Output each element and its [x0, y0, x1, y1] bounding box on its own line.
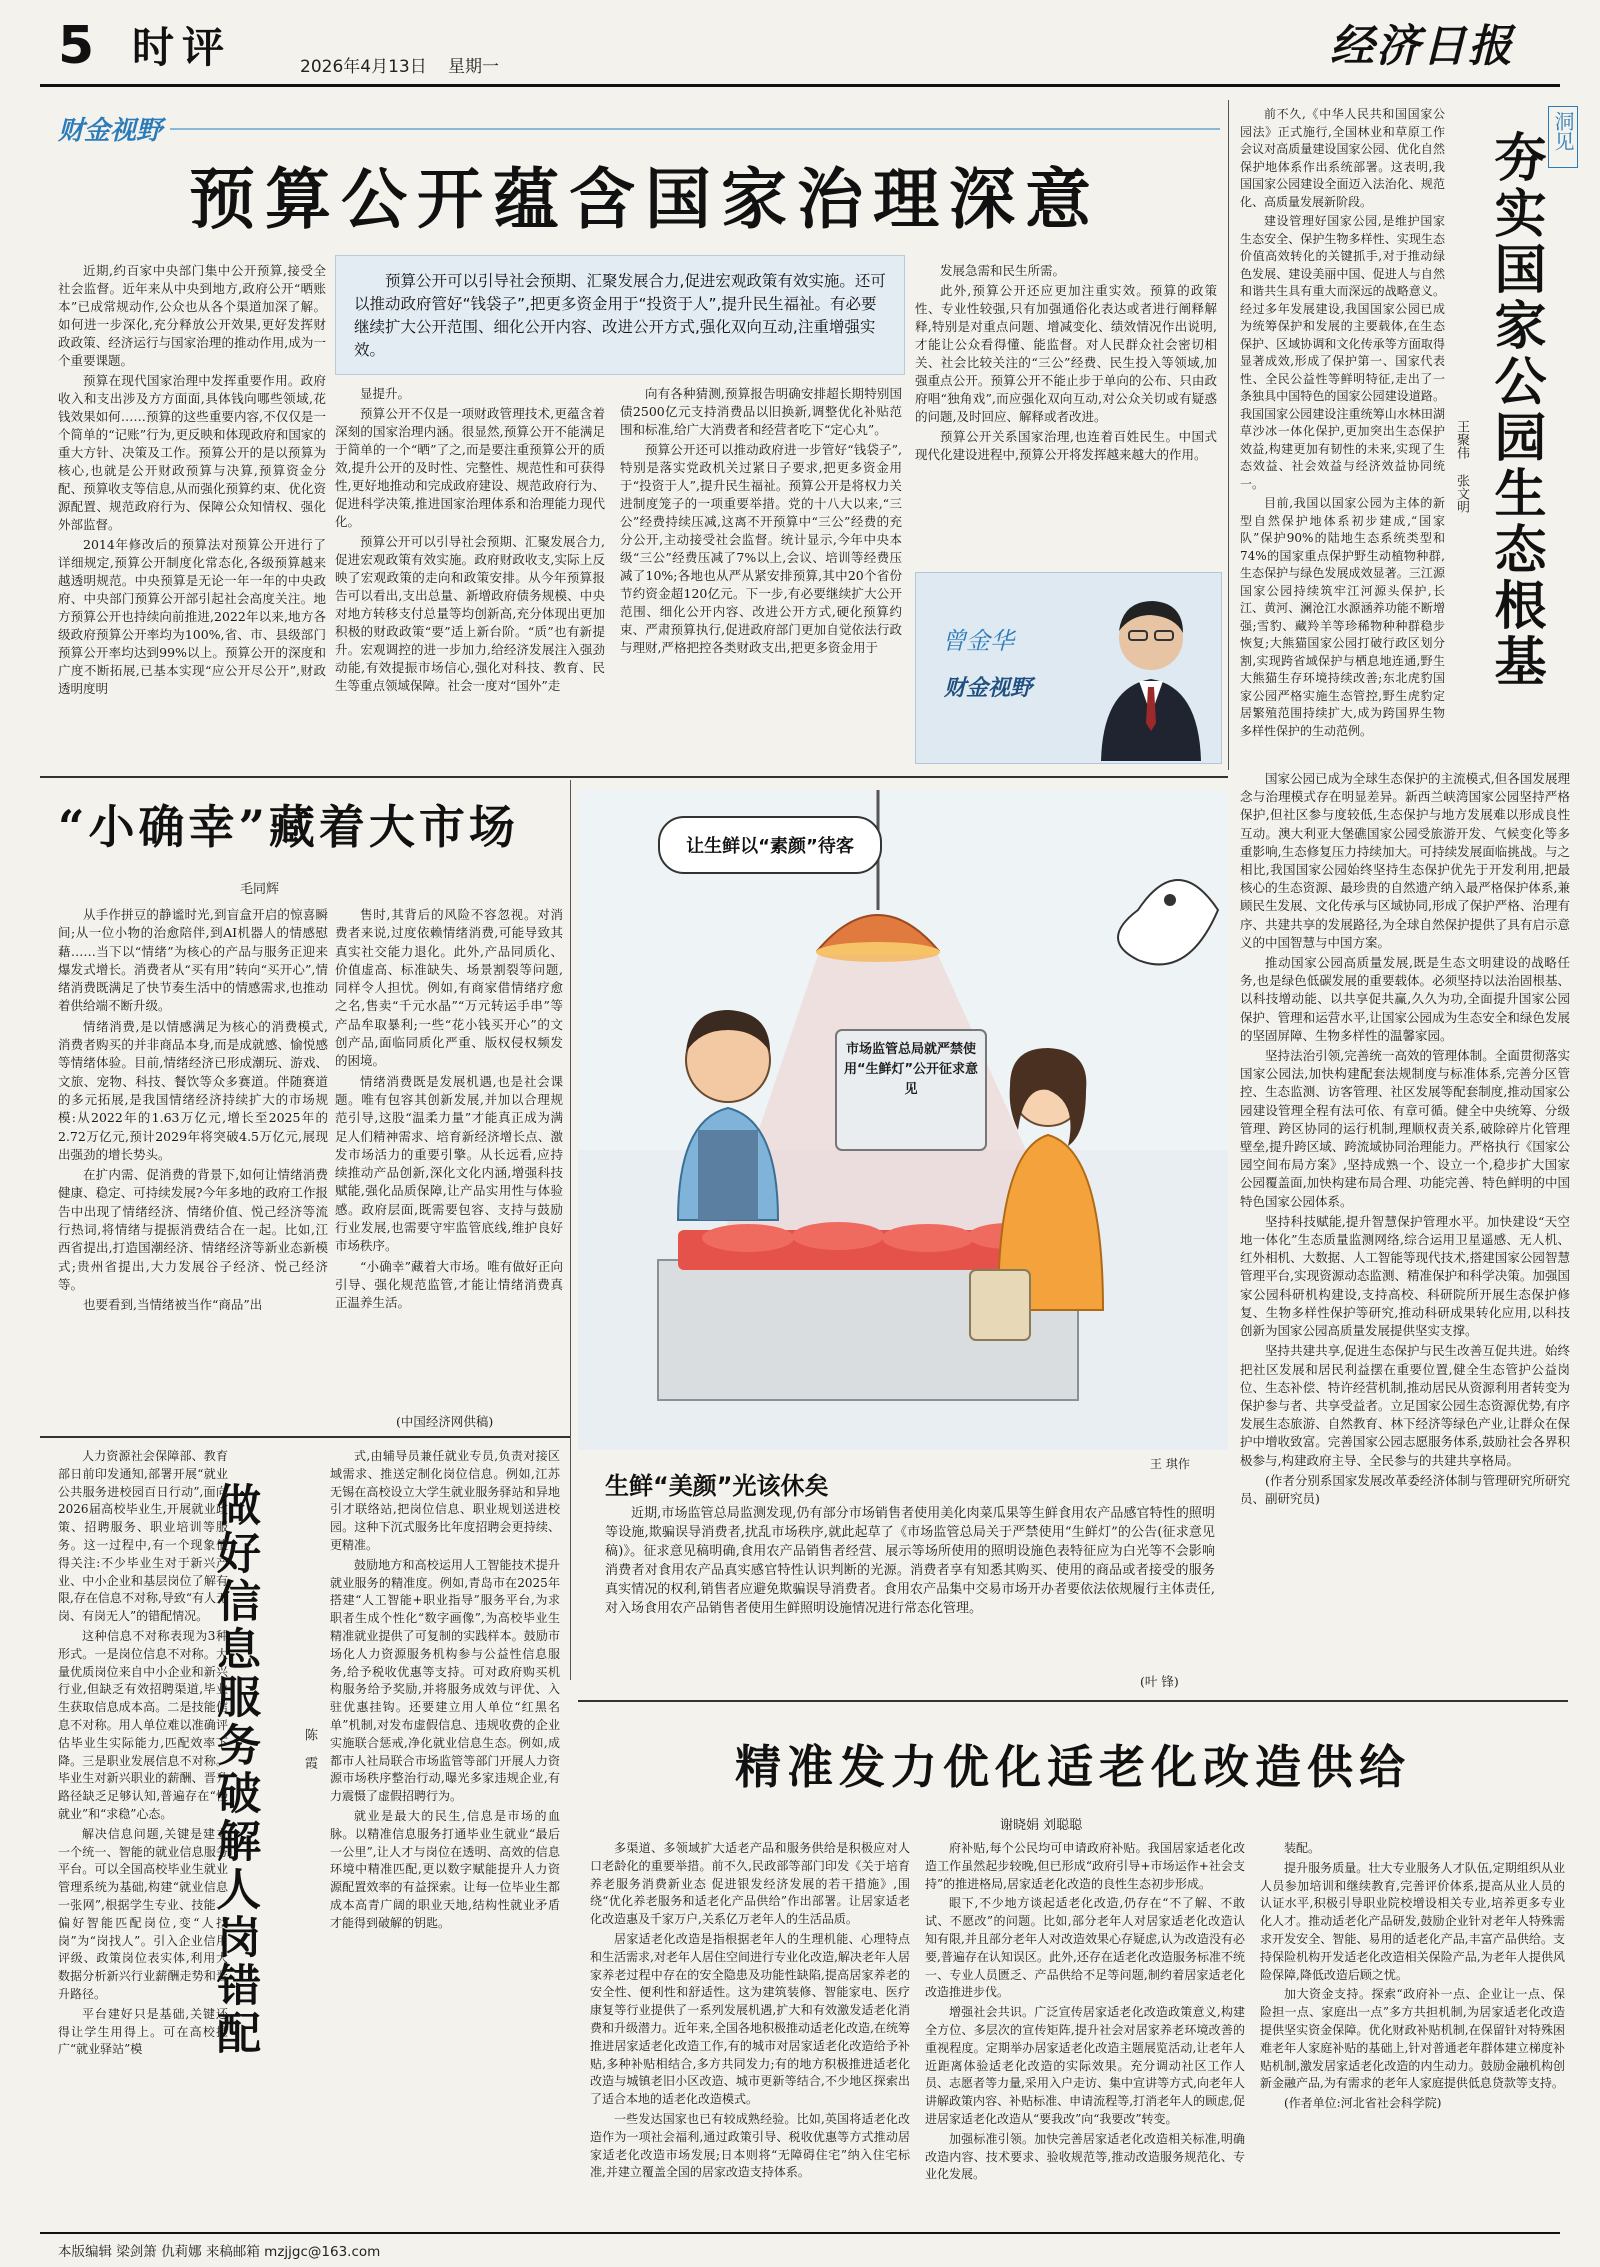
issue-date: 2026年4月13日 — [300, 57, 427, 77]
pullquote-text: 预算公开可以引导社会预期、汇聚发展合力,促进宏观政策有效实施。还可以推动政府管好“钱袋子”,把更多资金用于“投资于人”,提升民生福祉。有必要继续扩大公开范围、细化公开内容、改进公开方式,强化双向互动,注重增强实效。 — [354, 272, 886, 359]
illustration-caption-author: (叶 锋) — [1140, 1674, 1179, 1689]
lead-body-col4: 发展急需和民生所需。 此外,预算公开还应更加注重实效。预算的政策性、专业性较强,只有加强通俗化表达或者进行阐释解释,特别是对重点问题、增减变化、绩效情况作出说明,才能让公众看得懂、能监督。对人民群众社会密切相关、社会比较关注的“三公”经费、民生投入等领域,加强重点公开。预算公开不能止步于单向的公布、只由政府唱“独角戏”,而应强化双向互动,对公众关切或有疑惑的问题,及时回应、解释或者改进。 预算公开关系国家治理,也连着百姓民生。中国式现代化建设进程中,预算公开将发挥越来越大的作用。 — [915, 263, 1217, 462]
elderly-body-col3: 装配。 提升服务质量。壮大专业服务人才队伍,定期组织从业人员参加培训和继续教育,完善评价体系,提高从业人员的认证水平,积极引导职业院校增设相关专业,培养更多专业化人才。推动适老化产品研发,鼓励企业针对老年人特殊需求开发安全、智能、易用的适老化产品,丰富产品供给。支持保险机构开发适老化改造相关保险产品,为老年人提供风险保障,降低改造后顾之忧。 加大资金支持。探索“政府补一点、企业让一点、保险担一点、家庭出一点”多方共担机制,为居家适老化改造提供坚实资金保障。优化财政补贴机制,在保留针对特殊困难老年人家庭补贴的基础上,针对普通老年群体建立梯度补贴机制,激发居家适老化改造的内生动力。鼓励金融机构创新金融产品,为有需求的老年人家庭提供低息贷款等支持。 (作者单位:河北省社会科学院) — [1260, 1841, 1565, 2111]
lead-body-col1: 近期,约百家中央部门集中公开预算,接受全社会监督。近年来从中央到地方,政府公开“晒账本”已成常规动作,公众也从各个渠道加深了解。如何进一步深化,充分释放公开效果,更好发挥财政政策、经济运行与国家治理的推动作用,成为一个重要课题。 预算在现代国家治理中发挥重要作用。政府收入和支出涉及方方面面,具体钱向哪些领域,花钱效果如何……预算的这些重要内容,不仅仅是一个简单的“记账”行为,更反映和体现政府和国家的重大方针、决策及工作。预算公开的是以预算为核心,也就是公开财政预算与决算,预算资金分配、预算收支等信息,从而强化预算约束、优化资源配置、规范政府行为、保障公众知情权、强化外部监督。 2014年修改后的预算法对预算公开进行了详细规定,预算公开制度化常态化,各级预算越来越透明规范。中央预算是无论一年一年的中央政府、中央部门预算公开部引起社会高度关注。地方预算公开也持续向前推进,2022年以来,地方各级政府预算公开率均为100%,省、市、县级部门预算公开率均达到99%以上。预算公开的深度和广度不断拓展,已基本实现“应公开尽公开”,财政透明度明 — [58, 263, 326, 696]
author-badge-column: 财金视野 — [944, 676, 1033, 701]
elderly-body-col1: 多渠道、多领域扩大适老产品和服务供给是积极应对人口老龄化的重要举措。前不久,民政部等部门印发《关于培育养老服务消费新业态 促进银发经济发展的若干措施》,围绕“优化养老服务和适老化产品供给”作出部署。让居家适老化改造惠及千家万户,关系亿万老年人的生活品质。 居家适老化改造是指根据老年人的生理机能、心理特点和生活需求,对老年人居住空间进行专业化改造,解决老年人居家养老过程中存在的安全隐患及功能性缺陷,提高居家养老的安全性、便利性和舒适性。这为建筑装修、智能家电、医疗康复等行业提供了一系列发展机遇,扩大和有效激发适老化消费和升级潜力。近年来,全国各地积极推动适老化改造,在统筹推进居家适老化改造工作,有的城市对居家适老化改造给予补贴,多种补贴相结合,多方共同发力;有的地方积极推进适老化改造与城镇老旧小区改造、城市更新等结合,不少地区探索出了适合本地的适老化改造模式。 一些发达国家也已有较成熟经验。比如,英国将适老化改造作为一项社会福利,通过政策引导、税收优惠等方式推动居家适老化改造市场发展;日本则将“无障碍住宅”纳入住宅标准,并建立覆盖全国的居家改造支持体系。 — [590, 1841, 910, 2180]
park-column-tag: 洞见 — [1548, 106, 1578, 168]
newspaper-logo: 经济日报 — [1330, 21, 1514, 72]
speech-bubble: 让生鲜以“素颜”待客 — [658, 816, 882, 874]
park-body-top: 前不久,《中华人民共和国国家公园法》正式施行,全国林业和草原工作会议对高质量建设国家公园、优化自然保护地体系作出系统部署。这表明,我国国家公园建设全面迈入法治化、规范化、高质量发展新阶段。 建设管理好国家公园,是维护国家生态安全、保护生物多样性、实现生态价值高效转化的关键抓手,对于推动绿色发展、建设美丽中国、促进人与自然和谐共生具有重大而深远的战略意义。经过多年发展建设,我国国家公园已成为统筹保护和发展的主要载体,在生态保护、区域协调和文化传承等方面取得显著成效,形成了保护第一、国家代表性、全民公益性等鲜明特征,走出了一条独具中国特色的国家公园建设道路。我国国家公园建设注重统筹山水林田湖草沙冰一体化保护,更加突出生态保护效益,构建更加有韧性的未来,实现了生态效益、社会效益与经济效益协同统一。 目前,我国以国家公园为主体的新型自然保护地体系初步建成,“国家队”保护90%的陆地生态系统类型和74%的国家重点保护野生动植物种群,生态保护与绿色发展成效显著。三江源国家公园持续筑牢江河源头保护,长江、黄河、澜沧江水源涵养功能不断增强;雪豹、藏羚羊等珍稀物种种群稳步恢复;大熊猫国家公园打破行政区划分割,实现跨省域保护与栖息地连通,野生大熊猫生存环境持续改善;东北虎豹国家公园严格实施生态管控,野生虎豹定居繁殖范围持续扩大,成为跨国界生物多样性保护的生动范例。 — [1240, 107, 1445, 738]
notice-sign-text: 市场监管总局就严禁使用“生鲜灯”公开征求意见 — [843, 1042, 979, 1097]
section-rule-2 — [40, 1436, 570, 1438]
section-rule-3 — [578, 1700, 1568, 1702]
emp-body-col2: 式,由辅导员兼任就业专员,负责对接区域需求、推送定制化岗位信息。例如,江苏无锡在高校设立大学生就业服务驿站和异地引才联络站,把岗位信息、职业规划送进校园。这种下沉式服务比年度招聘会更持续、更精准。 鼓励地方和高校运用人工智能技术提升就业服务的精准度。例如,青岛市在2025年搭建“人工智能+职业指导”服务平台,为求职者生成个性化“数字画像”,为高校毕业生精准就业提供了可复制的实践样本。鼓励市场化人力资源服务机构参与公益性信息服务,给予税收优惠等支持。可对政府购买机构服务给予奖励,并将服务成效与评优、入驻优惠挂钩。还要建立用人单位“红黑名单”机制,对发布虚假信息、违规收费的企业实施联合惩戒,净化就业信息生态。例如,成都市人社局联合市场监管等部门开展人力资源市场秩序整治行动,曝光多家违规企业,有力震慑了虚假招聘行为。 就业是最大的民生,信息是市场的血脉。以精准信息服务打通毕业生就业“最后一公里”,让人才与岗位在透明、高效的信息环境中精准匹配,更以数字赋能提升人力资源配置效率的有益探索。让每一位毕业生都成本高青广阔的职业天地,结构性就业矛盾才能得到破解的钥匙。 — [330, 1449, 560, 1930]
footer-editors: 本版编辑 梁剑箫 仇莉娜 来稿邮箱 mzjjgc@163.com — [58, 2244, 381, 2260]
illustration-cartoon — [578, 790, 1228, 1450]
footer-rule — [40, 2232, 1560, 2234]
column-tag-rule — [170, 128, 1220, 130]
illustration-artist: 王 琪作 — [1150, 1457, 1190, 1471]
elderly-body-col2: 府补贴,每个公民均可申请政府补贴。我国居家适老化改造工作虽然起步较晚,但已形成“政府引导+市场运作+社会支持”的推进格局,居家适老化改造的良性生态初步形成。 眼下,不少地方谈起适老化改造,仍存在“不了解、不敢试、不愿改”的问题。比如,部分老年人对居家适老化改造认知有限,并且部分老年人对改造效果心存疑虑,认为改造没有必要,普遍存在认知误区。此外,还存在适老化改造服务标准不统一、专业人员匮乏、产品供给不足等问题,制约着居家适老化改造推进步伐。 增强社会共识。广泛宣传居家适老化改造政策意义,构建全方位、多层次的宣传矩阵,提升社会对居家养老环境改善的重视程度。定期举办居家适老化改造主题展览活动,让老年人近距离体验适老化改造的实际效果。充分调动社区工作人员、志愿者等力量,采用入户走访、集中宣讲等方式,向老年人讲解政策内容、补贴标准、申请流程等,打消老年人的顾虑,促进居家适老化改造从“要我改”向“我要改”转变。 加强标准引领。加快完善居家适老化改造相关标准,明确改造内容、技术要求、验收规范等,推动改造服务规范化、专业化发展。 — [925, 1841, 1245, 2182]
masthead-rule — [40, 84, 1560, 87]
lead-body-col3: 向有各种猜测,预算报告明确安排超长期特别国债2500亿元支持消费品以旧换新,调整优化补贴范围和标准,给广大消费者和经营者吃下“定心丸”。 预算公开还可以推动政府进一步管好“钱袋子”,特别是落实党政机关过紧日子要求,把更多资金用于“投资于人”,提升民生福祉。预算公开是将权力关进制度笼子的一项重要举措。党的十八大以来,“三公”经费持续压减,这离不开预算中“三公”经费的充分公开,主动接受社会监督。统计显示,今年中央本级“三公”经费压减了7%以上,会议、培训等经费压减了10%;各地也从严从紧安排预算,其中20个省份节约资金超120亿元。下一步,有必要继续扩大公开范围、细化公开内容、改进公开方式,硬化预算约束、严肃预算执行,促进政府部门更加自觉依法行政与理财,严格把控各类财政支出,把更多资金用于 — [620, 386, 902, 655]
emp-author: 陈 霞 — [302, 1728, 317, 1769]
park-headline: 夯实国家公园生态根基 — [1485, 130, 1545, 690]
column-tag: 财金视野 — [58, 116, 163, 146]
lead-divider — [1228, 100, 1229, 770]
xqx-body-col1: 从手作拼豆的静谧时光,到盲盒开启的惊喜瞬间;从一位小物的治愈陪伴,到AI机器人的情感慰藉……当下以“情绪”为核心的产品与服务正迎来爆发式增长。消费者从“买有用”转向“买开心”,情绪消费既满足了快节奏生活中的情感需求,也推动着供给端不断升级。 情绪消费,是以情感满足为核心的消费模式,消费者购买的并非商品本身,而是成就感、愉悦感等情绪体验。目前,情绪经济已形成潮玩、游戏、文旅、宠物、科技、餐饮等众多赛道。伴随赛道的多元拓展,是我国情绪经济持续扩大的市场规模:从2022年的1.63万亿元,增长至2025年的2.72万亿元,预计2029年将突破4.5万亿元,展现出强劲的增长势头。 在扩内需、促消费的背景下,如何让情绪消费健康、稳定、可持续发展?今年多地的政府工作报告中出现了情绪经济、情绪价值、悦己经济等流行热词,将情绪与提振消费结合在一起。比如,江西省提出,打造国潮经济、情绪经济等新业态新模式;贵州省提出,大力发展谷子经济、悦己经济等。 也要看到,当情绪被当作“商品”出 — [58, 907, 328, 1313]
elderly-byline: 谢晓娟 刘聪聪 — [1000, 1818, 1083, 1833]
emp-body-col1: 人力资源社会保障部、教育部日前印发通知,部署开展“就业公共服务进校园百日行动”,面向2026届高校毕业生,开展就业政策、招聘服务、职业培训等服务。这一过程中,有一个现象值得关注:不少毕业生对于新兴产业、中小企业和基层岗位了解有限,存在信息不对称,导致“有人无岗、有岗无人”的错配情况。 这种信息不对称表现为3种形式。一是岗位信息不对称。大量优质岗位来自中小企业和新兴行业,但缺乏有效招聘渠道,毕业生获取信息成本高。二是技能信息不对称。用人单位难以准确评估毕业生实际能力,匹配效率下降。三是职业发展信息不对称。毕业生对新兴职业的薪酬、晋升路径缺乏足够认知,普遍存在“慢就业”和“求稳”心态。 解决信息问题,关键是建立一个统一、智能的就业信息服务平台。可以全国高校毕业生就业管理系统为基础,构建“就业信息一张网”,根据学生专业、技能、偏好智能匹配岗位,变“人找岗”为“岗找人”。引入企业信用评级、政策岗位表实体,利用大数据分析新兴行业薪酬走势和晋升路径。 平台建好只是基础,关键还得让学生用得上。可在高校推广“就业驿站”模 — [58, 1449, 228, 2057]
issue-weekday: 星期一 — [448, 57, 499, 77]
illustration-frame — [578, 790, 1228, 1450]
pullquote-box — [335, 255, 905, 375]
masthead — [0, 0, 1600, 90]
section-name: 时评 — [132, 23, 233, 72]
author-badge-name: 曾金华 — [942, 627, 1014, 655]
xqx-byline: 毛同辉 — [240, 882, 280, 897]
illustration-caption-title: 生鲜“美颜”光该休矣 — [605, 1472, 829, 1500]
lead-headline: 预算公开蕴含国家治理深意 — [189, 161, 1101, 238]
park-body-bottom: 国家公园已成为全球生态保护的主流模式,但各国发展理念与治理模式存在明显差异。新西兰峡湾国家公园坚持严格保护,但社区参与度较低,生态保护与地方发展难以形成良性互动。澳大利亚大堡礁国家公园受旅游开发、气候变化等多重影响,生态修复压力持续加大。可持续发展面临挑战。与之相比,我国国家公园始终坚持生态保护优先于开发利用,把最核心的生态资源、最珍贵的自然遗产纳入最严格保护体系,兼顾民生发展、文化传承与区域协同,形成了保护严格、治理有序、共建共享的发展路径,为全球自然保护提供了具有启示意义的中国智慧与中国方案。 推动国家公园高质量发展,既是生态文明建设的战略任务,也是绿色低碳发展的重要载体。必须坚持以法治固根基、以科技增动能、以共享促共赢,久久为功,全面提升国家公园保护、管理和运营水平,让国家公园成为生态安全和绿色发展的坚固屏障、生物多样性的温馨家园。 坚持法治引领,完善统一高效的管理体制。全面贯彻落实国家公园法,加快构建配套法规制度与标准体系,完善分区管控、生态监测、访客管理、社区发展等配套制度,推动国家公园建设管理全程有法可依、有章可循。健全中央统筹、分级管理、跨区协同的运行机制,理顺权责关系,破除碎片化管理壁垒,提升跨区域、跨流域协同治理能力。严格执行《国家公园空间布局方案》,坚持成熟一个、设立一个,稳步扩大国家公园覆盖面,加快构建布局合理、功能完善、特色鲜明的中国特色国家公园体系。 坚持科技赋能,提升智慧保护管理水平。加快建设“天空地一体化”生态质量监测网络,综合运用卫星遥感、无人机、红外相机、大数据、人工智能等现代技术,搭建国家公园智慧管理平台,实现资源动态监测、精准保护和科学决策。加强国家公园科研机构建设,支持高校、科研院所开展生态保护修复、生物多样性保护等研究,推动科研成果转化应用,以科技创新为国家公园高质量发展提供坚实支撑。 坚持共建共享,促进生态保护与民生改善互促共进。始终把社区发展和居民利益摆在重要位置,健全生态管护公益岗位、生态补偿、特许经营机制,推动居民从资源利用者转变为保护参与者、共享受益者。立足国家公园生态资源优势,有序发展生态旅游、自然教育、林下经济等绿色产业,让群众在保护中增收致富。完善国家公园志愿服务体系,鼓励社会各界积极参与,构建政府主导、全民参与的共建共享格局。 (作者分别系国家发展改革委经济体制与管理研究所研究员、副研究员) — [1240, 771, 1570, 1506]
illustration-caption-text: 近期,市场监管总局监测发现,仍有部分市场销售者使用美化肉菜瓜果等生鲜食用农产品感官特性的照明等设施,欺骗误导消费者,扰乱市场秩序,就此起草了《市场监管总局关于严禁使用“生鲜灯”的公告(征求意见稿)》。征求意见稿明确,食用农产品销售者经营、展示等场所使用的照明设施色表特征应为白光等不会影响消费者对食用农产品真实感官特性认识判断的光源。消费者享有知悉其购买、使用的商品或者接受的服务真实情况的权利,销售者应避免欺骗误导消费者。食用农产品集中交易市场开办者要依法依规履行主体责任,对入场食用农产品销售者使用生鲜照明设施情况进行常态化管理。 — [605, 1506, 1215, 1616]
emp-headline: 做好信息服务破解人岗错配 — [209, 1482, 260, 2058]
xqx-body-col2: 售时,其背后的风险不容忽视。对消费者来说,过度依赖情绪消费,可能导致其真实社交能力退化。此外,产品同质化、价值虚高、标准缺失、场景割裂等问题,同样令人担忧。例如,有商家借情绪疗愈之名,售卖“千元水晶”“万元转运手串”等产品牟取暴利;一些“花小钱买开心”的文创产品,面临同质化严重、版权侵权频发的困境。 情绪消费既是发展机遇,也是社会课题。唯有包容其创新发展,并加以合理规范引导,这股“温柔力量”才能真正成为满足人们精神需求、培育新经济增长点、激发市场活力的重要引擎。从长远看,应持续推动产品创新,深化文化内涵,增强科技赋能,强化品质保障,让产品实用性与体验感。政府层面,既需要包容、支持与鼓励行业发展,也需要守牢监管底线,维护良好市场秩序。 “小确幸”藏着大市场。唯有做好正向引导、强化规范监管,才能让情绪消费真正温养生活。 — [335, 907, 563, 1311]
illustration-divider — [570, 780, 571, 1680]
lead-body-col2: 显提升。 预算公开不仅是一项财政管理技术,更蕴含着深刻的国家治理内涵。很显然,预算公开不能满足于简单的一个“晒”了之,而是要注重预算公开的质效,提升公开的及时性、完整性、规范性和可获得性,更好地推动和完成政府建设、规范政府行为、促进科学决策,推进国家治理体系和治理能力现代化。 预算公开可以引导社会预期、汇聚发展合力,促进宏观政策有效实施。政府财政收支,实际上反映了宏观政策的走向和政策安排。从今年预算报告可以看出,支出总量、新增政府债务规模、中央对地方转移支付总量等均创新高,充分体现出更加积极的财政政策“要”适上新台阶。“质”也有新提升。宏观调控的进一步加力,给经济发展注入强劲动能,有效提振市场信心,强化对科技、教育、民生等重点领域保障。社会一度对“国外”走 — [335, 386, 605, 693]
page-number: 5 — [58, 16, 95, 76]
xqx-source: (中国经济网供稿) — [396, 1414, 494, 1429]
xqx-headline: “小确幸”藏着大市场 — [58, 800, 519, 854]
park-authors: 王聚伟 张文明 — [1454, 420, 1469, 513]
elderly-headline: 精准发力优化适老化改造供给 — [735, 1740, 1411, 1794]
section-rule-1 — [40, 776, 1228, 778]
author-portrait — [1091, 583, 1211, 761]
author-badge — [915, 572, 1222, 764]
